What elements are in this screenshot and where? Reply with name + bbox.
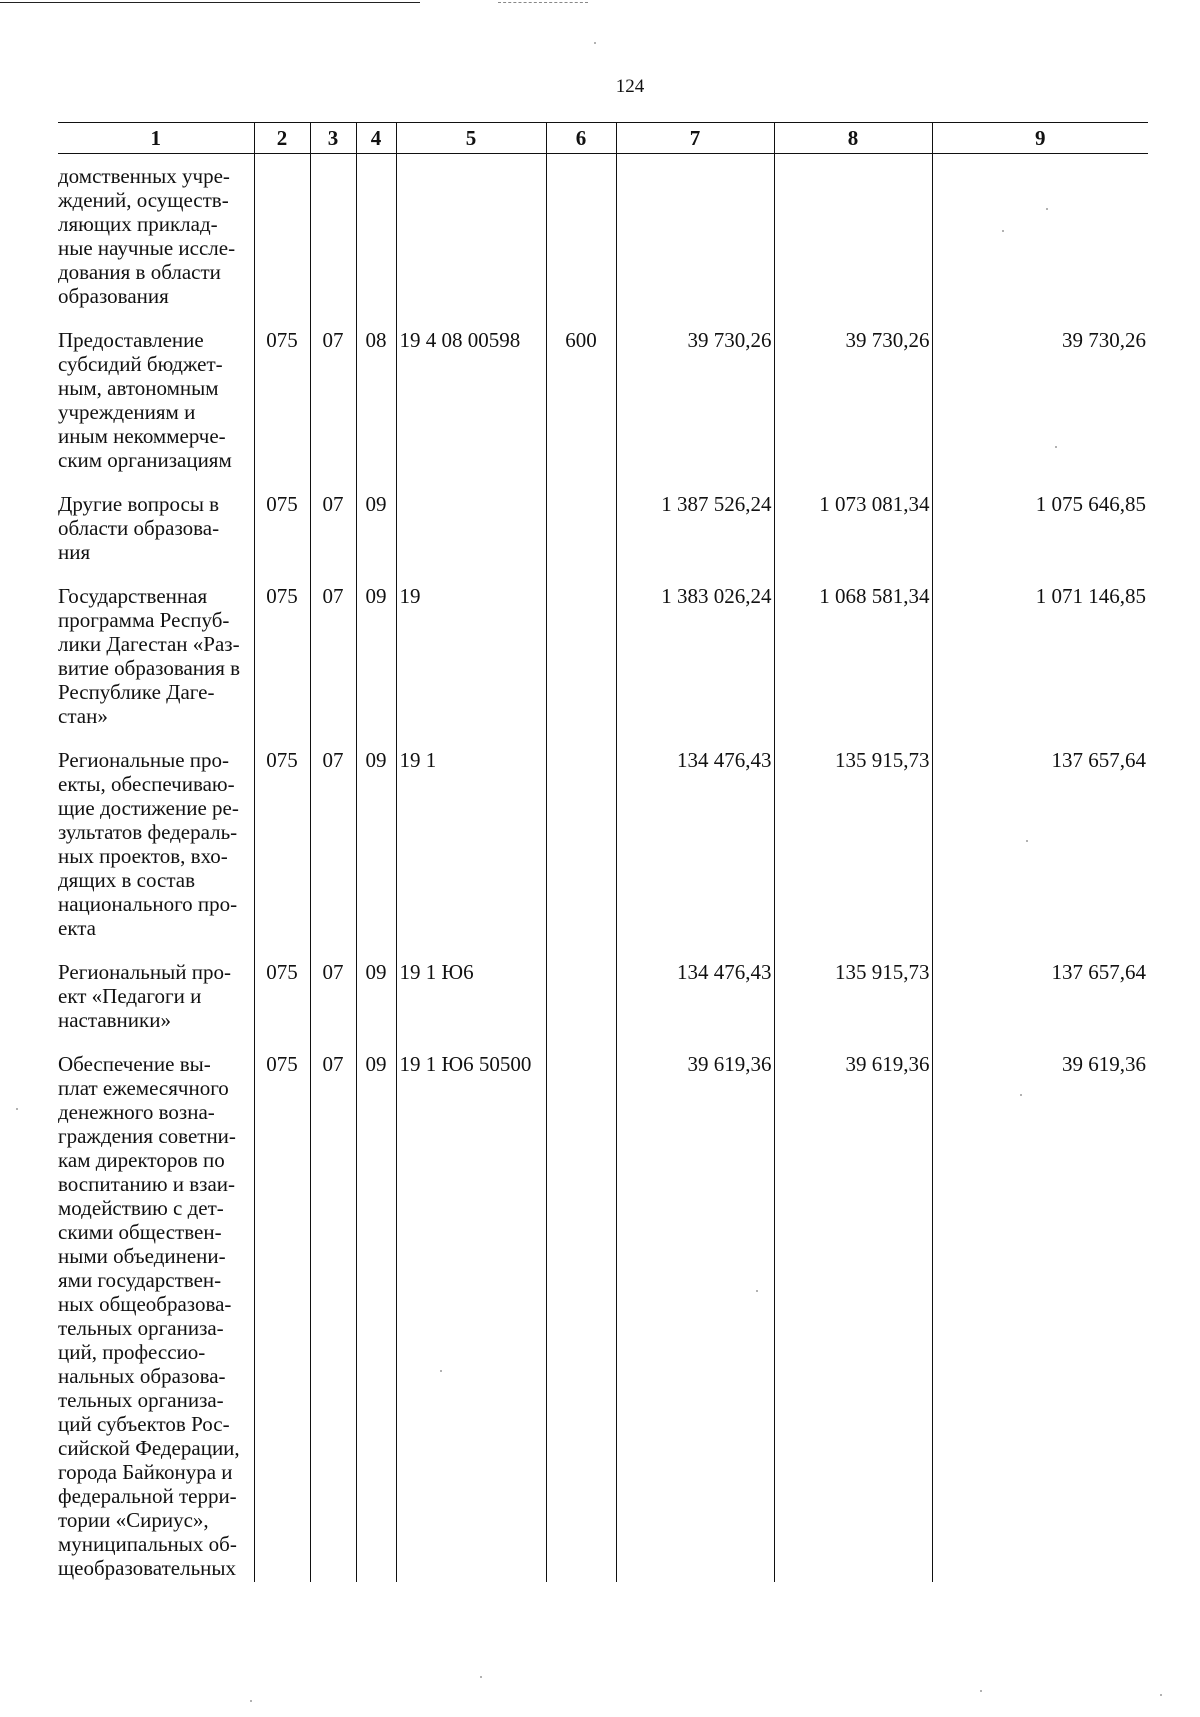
row-amount-col-7: 1 383 026,24 xyxy=(616,584,774,748)
scan-speck xyxy=(756,1290,758,1292)
table-header xyxy=(58,123,1148,154)
row-expense-type xyxy=(546,584,616,748)
row-expense-type xyxy=(546,154,616,329)
row-expense-type xyxy=(546,1052,616,1582)
scan-speck xyxy=(250,1700,252,1702)
row-target-article: 19 1 Ю6 50500 xyxy=(396,1052,546,1582)
row-section-code: 07 xyxy=(310,748,356,960)
header-col-8: 8 xyxy=(774,123,932,154)
row-ministry-code xyxy=(254,154,310,329)
row-amount-col-9 xyxy=(932,154,1148,329)
row-amount-col-9: 137 657,64 xyxy=(932,748,1148,960)
row-amount-col-8: 135 915,73 xyxy=(774,748,932,960)
scan-speck xyxy=(1055,446,1057,448)
table-row xyxy=(58,584,1148,748)
scan-speck xyxy=(594,42,596,44)
row-target-article xyxy=(396,154,546,329)
top-edge-rule xyxy=(0,2,420,3)
row-ministry-code: 075 xyxy=(254,492,310,584)
row-section-code: 07 xyxy=(310,492,356,584)
table-row xyxy=(58,328,1148,492)
row-name: Предоставление субсидий бюджет- ным, автономным учреждениям и иным некоммерче- ским организациям xyxy=(58,328,232,472)
row-target-article: 19 1 xyxy=(396,748,546,960)
header-row xyxy=(58,123,1148,154)
row-amount-col-7: 134 476,43 xyxy=(616,748,774,960)
scan-speck xyxy=(1002,230,1004,232)
row-name: Региональные про- екты, обеспечиваю- щие достижение ре- зультатов федераль- ных проектов, вхо- дящих в состав национального про- екта xyxy=(58,748,239,940)
scan-speck xyxy=(1046,208,1048,210)
header-col-9: 9 xyxy=(932,123,1148,154)
budget-table xyxy=(58,122,1148,1582)
row-target-article: 19 xyxy=(396,584,546,748)
scan-speck xyxy=(980,1690,982,1692)
table-row xyxy=(58,154,1148,329)
row-ministry-code: 075 xyxy=(254,960,310,1052)
row-amount-col-9: 39 619,36 xyxy=(932,1052,1148,1582)
row-subsection-code: 09 xyxy=(356,1052,396,1582)
row-amount-col-9: 1 075 646,85 xyxy=(932,492,1148,584)
row-target-article: 19 1 Ю6 xyxy=(396,960,546,1052)
scan-speck xyxy=(1160,1694,1162,1696)
row-ministry-code: 075 xyxy=(254,748,310,960)
row-target-article: 19 4 08 00598 xyxy=(396,328,546,492)
row-ministry-code: 075 xyxy=(254,328,310,492)
row-subsection-code: 09 xyxy=(356,584,396,748)
row-section-code: 07 xyxy=(310,1052,356,1582)
row-amount-col-8: 39 730,26 xyxy=(774,328,932,492)
header-col-1: 1 xyxy=(58,123,254,154)
row-expense-type xyxy=(546,960,616,1052)
row-amount-col-8: 1 068 581,34 xyxy=(774,584,932,748)
row-subsection-code xyxy=(356,154,396,329)
page-number: 124 xyxy=(615,76,645,97)
table-row xyxy=(58,960,1148,1052)
top-edge-rule-fragment xyxy=(498,2,588,3)
header-col-3: 3 xyxy=(310,123,356,154)
scan-speck xyxy=(1020,1094,1022,1096)
table-row xyxy=(58,1052,1148,1582)
row-amount-col-8: 135 915,73 xyxy=(774,960,932,1052)
row-name: Государственная программа Респуб- лики Дагестан «Раз- витие образования в Республике Даге- стан» xyxy=(58,584,241,728)
row-amount-col-7: 39 730,26 xyxy=(616,328,774,492)
row-subsection-code: 08 xyxy=(356,328,396,492)
row-expense-type xyxy=(546,492,616,584)
row-section-code: 07 xyxy=(310,328,356,492)
row-amount-col-8 xyxy=(774,154,932,329)
row-subsection-code: 09 xyxy=(356,748,396,960)
row-section-code: 07 xyxy=(310,960,356,1052)
row-amount-col-7: 134 476,43 xyxy=(616,960,774,1052)
row-name: Другие вопросы в области образова- ния xyxy=(58,492,220,564)
row-amount-col-8: 1 073 081,34 xyxy=(774,492,932,584)
row-amount-col-7 xyxy=(616,154,774,329)
row-ministry-code: 075 xyxy=(254,584,310,748)
header-col-7: 7 xyxy=(616,123,774,154)
row-amount-col-9: 137 657,64 xyxy=(932,960,1148,1052)
table-body xyxy=(58,154,1148,1583)
row-subsection-code: 09 xyxy=(356,492,396,584)
row-amount-col-9: 39 730,26 xyxy=(932,328,1148,492)
row-ministry-code: 075 xyxy=(254,1052,310,1582)
row-amount-col-7: 39 619,36 xyxy=(616,1052,774,1582)
row-expense-type xyxy=(546,748,616,960)
row-amount-col-8: 39 619,36 xyxy=(774,1052,932,1582)
scan-speck xyxy=(480,1676,482,1678)
row-name: Обеспечение вы- плат ежемесячного денежного возна- граждения советни- кам директоров по воспитанию и взаи- модействию с дет- скими обществен- ными объединени- ями государствен- ных общеобразова- тельных организа- ций, профессио- нальных образова- тельных организа- ций субъектов Рос- сийской Федерации, города Байконура и федеральной терри- тории «Сириус», муниципальных об- щеобразовательных xyxy=(58,1052,240,1580)
row-name: домственных учре- ждений, осуществ- ляющих приклад- ные научные иссле- дования в области образования xyxy=(58,164,236,308)
header-col-5: 5 xyxy=(396,123,546,154)
row-amount-col-7: 1 387 526,24 xyxy=(616,492,774,584)
row-section-code: 07 xyxy=(310,584,356,748)
header-col-2: 2 xyxy=(254,123,310,154)
table-row xyxy=(58,492,1148,584)
row-name: Региональный про- ект «Педагоги и наставники» xyxy=(58,960,231,1032)
scan-speck xyxy=(1026,840,1028,842)
table-row xyxy=(58,748,1148,960)
row-expense-type: 600 xyxy=(546,328,616,492)
row-section-code xyxy=(310,154,356,329)
scan-speck xyxy=(16,1108,18,1110)
row-amount-col-9: 1 071 146,85 xyxy=(932,584,1148,748)
header-col-6: 6 xyxy=(546,123,616,154)
row-subsection-code: 09 xyxy=(356,960,396,1052)
scan-speck xyxy=(440,1370,442,1372)
row-target-article xyxy=(396,492,546,584)
header-col-4: 4 xyxy=(356,123,396,154)
